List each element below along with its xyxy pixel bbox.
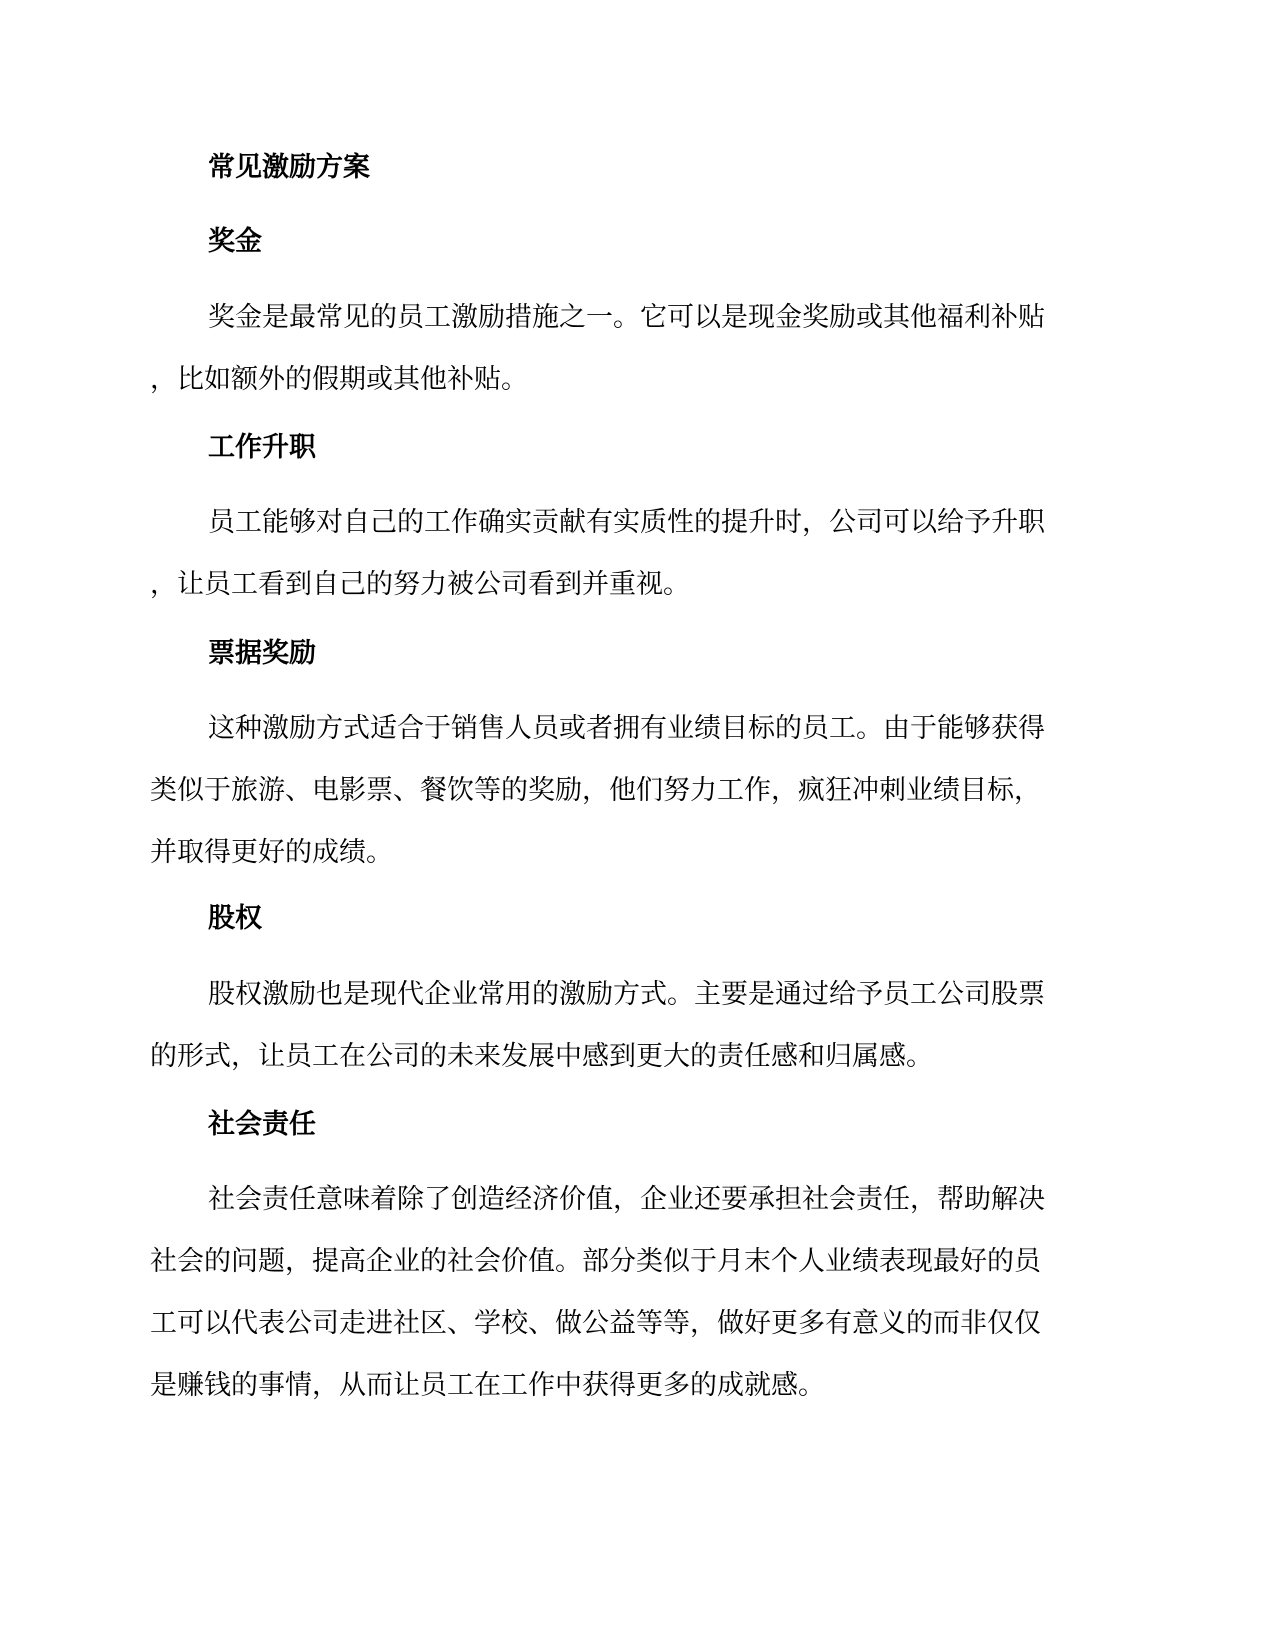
paragraph-line: 股权激励也是现代企业常用的激励方式。主要是通过给予员工公司股票	[208, 979, 1045, 1010]
section-heading-bonus: 奖金	[208, 226, 262, 257]
section-paragraph-social-responsibility	[150, 1169, 1110, 1417]
paragraph-line: 是赚钱的事情，从而让员工在工作中获得更多的成就感。	[150, 1370, 825, 1401]
paragraph-line: 社会责任意味着除了创造经济价值，企业还要承担社会责任，帮助解决	[208, 1184, 1045, 1215]
section-paragraph-promotion	[150, 492, 1110, 616]
paragraph-line: 类似于旅游、电影票、餐饮等的奖励，他们努力工作，疯狂冲刺业绩目标，	[150, 775, 1041, 806]
paragraph-line: 这种激励方式适合于销售人员或者拥有业绩目标的员工。由于能够获得	[208, 713, 1045, 744]
section-paragraph-ticket-reward	[150, 698, 1110, 884]
section-heading-social-responsibility: 社会责任	[208, 1109, 316, 1140]
paragraph-line: 并取得更好的成绩。	[150, 837, 393, 868]
paragraph-line: 社会的问题，提高企业的社会价值。部分类似于月末个人业绩表现最好的员	[150, 1246, 1041, 1277]
paragraph-line: 的形式，让员工在公司的未来发展中感到更大的责任感和归属感。	[150, 1041, 933, 1072]
paragraph-line: ，让员工看到自己的努力被公司看到并重视。	[150, 569, 690, 600]
section-paragraph-bonus	[150, 287, 1110, 411]
section-heading-promotion: 工作升职	[208, 432, 316, 463]
paragraph-line: 工可以代表公司走进社区、学校、做公益等等，做好更多有意义的而非仅仅	[150, 1308, 1041, 1339]
section-paragraph-equity	[150, 964, 1110, 1088]
paragraph-line: 员工能够对自己的工作确实贡献有实质性的提升时，公司可以给予升职	[208, 507, 1045, 538]
paragraph-line: ，比如额外的假期或其他补贴。	[150, 364, 528, 395]
page-title: 常见激励方案	[208, 152, 370, 183]
section-heading-ticket-reward: 票据奖励	[208, 638, 316, 669]
paragraph-line: 奖金是最常见的员工激励措施之一。它可以是现金奖励或其他福利补贴	[208, 302, 1045, 333]
section-heading-equity: 股权	[208, 903, 262, 934]
